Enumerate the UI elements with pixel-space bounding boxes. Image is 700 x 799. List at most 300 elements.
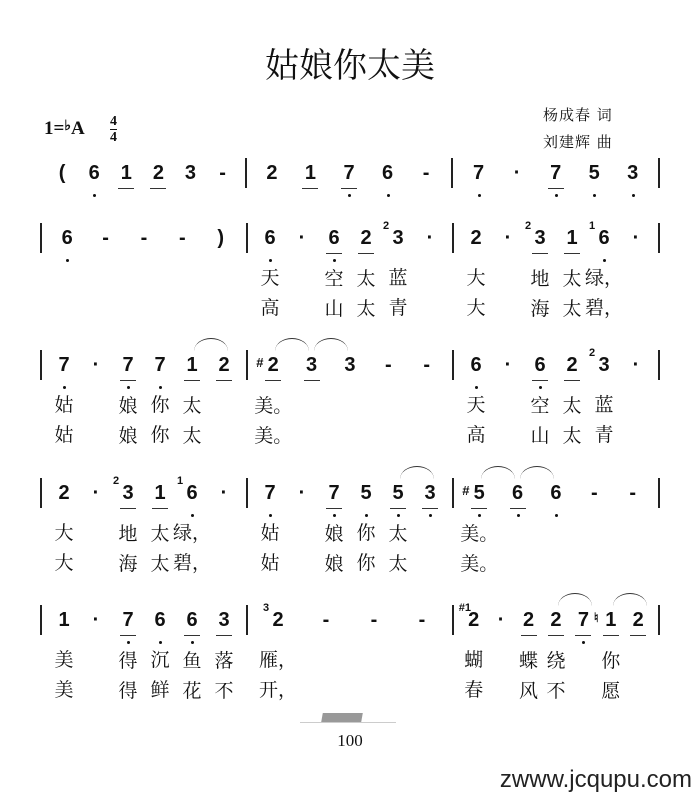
note-value: 2 — [470, 227, 482, 249]
lyric-verse-1: 你 — [356, 522, 376, 544]
note-value: - — [423, 354, 431, 376]
note-column — [458, 602, 487, 706]
grace-note: 1 — [177, 475, 184, 487]
lyric-verse-2: 山 — [324, 298, 344, 320]
note-value: 5 — [360, 482, 372, 504]
measure — [42, 475, 246, 579]
lyric-verse-1: 绿， — [585, 267, 624, 289]
note-value: 3 — [627, 162, 639, 184]
note — [422, 225, 438, 253]
note-value: 7 — [58, 354, 70, 376]
note — [341, 160, 357, 189]
measure — [454, 347, 658, 451]
note-value: 2 — [550, 609, 562, 631]
note — [152, 607, 168, 635]
lower-octave-dot — [159, 386, 162, 389]
note-value: 3 — [598, 354, 610, 376]
lower-octave-dot — [127, 641, 130, 644]
note — [342, 352, 358, 380]
note — [152, 352, 168, 380]
note-column — [623, 225, 649, 324]
note-value: 7 — [122, 609, 134, 631]
lower-octave-dot — [191, 641, 194, 644]
lyric-verse-2: 得 — [118, 680, 138, 702]
lyric-verse-1: 蝴 — [464, 649, 484, 671]
lower-octave-dot — [269, 514, 272, 517]
note-column — [414, 352, 440, 451]
note-value: 3 — [392, 227, 404, 249]
note-column — [593, 607, 624, 706]
lyric-verse-2: 青 — [388, 297, 408, 319]
note-column — [297, 160, 323, 189]
note-column — [353, 480, 379, 579]
grace-note: 2 — [525, 220, 532, 232]
note-value: · — [92, 609, 100, 631]
lyric-verse-1: 太 — [356, 268, 376, 290]
measure — [42, 607, 246, 706]
note-column — [83, 607, 109, 706]
note-column — [620, 160, 646, 189]
note-column — [543, 607, 569, 706]
note-column — [559, 225, 585, 324]
lyric-verse-2: 娘 — [118, 425, 138, 447]
note — [216, 352, 232, 381]
lyric-verse-2: 大 — [54, 552, 74, 574]
note-value: 6 — [328, 227, 340, 249]
note-column — [210, 160, 236, 189]
note — [493, 607, 509, 635]
lyric-verse-2: 青 — [594, 424, 614, 446]
lyric-verse-2: 太 — [356, 298, 376, 320]
staff-system — [40, 347, 660, 451]
note-value: · — [92, 482, 100, 504]
note-value: 3 — [184, 162, 197, 184]
note — [184, 352, 200, 381]
note — [88, 352, 104, 380]
note — [586, 160, 602, 188]
measure — [248, 602, 452, 706]
note — [586, 480, 602, 508]
note-column — [257, 225, 283, 324]
watermark: zwww.jcqupu.com — [499, 766, 692, 793]
note — [216, 607, 232, 636]
grace-note: 2 — [589, 347, 596, 359]
note-column — [321, 480, 347, 579]
lyric-verse-2: 开， — [259, 679, 298, 701]
note-value: - — [418, 609, 426, 631]
note-column — [177, 160, 203, 189]
lyric-verse-2: 太 — [182, 425, 202, 447]
lyric-verse-2: 碧， — [585, 297, 624, 319]
note-column — [625, 607, 651, 706]
note-column — [525, 220, 553, 324]
lower-octave-dot — [478, 514, 481, 517]
time-bottom: 4 — [110, 130, 117, 145]
note-column — [173, 475, 212, 579]
lyric-verse-2: 碧， — [173, 552, 212, 574]
note-column — [466, 160, 492, 189]
grace-note: #1 — [458, 602, 471, 614]
note-value: 6 — [61, 227, 73, 249]
lower-octave-dot — [159, 641, 162, 644]
note-column — [289, 225, 315, 324]
note-column — [211, 607, 237, 706]
time-signature — [110, 114, 117, 145]
note-value: 2 — [632, 609, 644, 631]
note-column — [460, 480, 499, 579]
lyric-verse-1: 绕 — [546, 650, 566, 672]
accidental: # — [256, 355, 264, 370]
note-value: 1 — [120, 162, 132, 184]
flat-sign: ♭ — [64, 119, 71, 134]
lower-octave-dot — [397, 514, 400, 517]
note-column — [49, 160, 75, 189]
measure — [453, 160, 658, 189]
note-column — [254, 352, 293, 451]
lyric-verse-1: 姑 — [54, 394, 74, 416]
staff-system — [40, 602, 660, 706]
lower-octave-dot — [63, 386, 66, 389]
note — [88, 480, 104, 508]
slur-arc — [481, 466, 515, 479]
staff-system — [40, 220, 660, 324]
note-value: - — [102, 227, 109, 249]
lower-octave-dot — [66, 259, 69, 262]
note-value: 2 — [272, 609, 284, 631]
lyric-verse-2: 美。 — [254, 425, 293, 447]
lower-octave-dot — [475, 386, 478, 389]
note-value: 7 — [122, 354, 134, 376]
note-column — [488, 607, 514, 706]
lyric-verse-2: 鲜 — [150, 679, 170, 701]
note-value: 6 — [186, 609, 198, 631]
note — [564, 225, 580, 254]
note-column — [51, 352, 77, 451]
note-value: · — [298, 482, 306, 504]
note — [500, 225, 516, 253]
note-value: 2 — [522, 609, 535, 631]
note — [152, 480, 168, 509]
note-column — [336, 160, 362, 189]
note-value: 1 — [58, 609, 70, 631]
note-column — [299, 352, 325, 451]
note-value: · — [632, 354, 640, 376]
lyric-verse-2: 愿 — [601, 680, 621, 702]
note-column — [145, 160, 171, 189]
measure — [40, 160, 245, 189]
measure — [42, 225, 246, 324]
lyric-verse-2: 姑 — [260, 552, 280, 574]
note-value: - — [591, 482, 598, 504]
note-column — [417, 480, 443, 579]
note-value: 5 — [392, 482, 404, 504]
note-value: 3 — [306, 354, 318, 376]
accidental: ♮ — [593, 610, 599, 625]
lyric-verse-2: 花 — [182, 680, 202, 702]
note-column — [385, 480, 411, 579]
lower-octave-dot — [478, 194, 481, 197]
lower-octave-dot — [191, 514, 194, 517]
note — [216, 480, 232, 508]
note-value: ( — [58, 162, 66, 184]
lyric-verse-1: 鱼 — [182, 650, 202, 672]
note — [548, 160, 564, 189]
note — [625, 160, 641, 188]
note-column — [83, 352, 109, 451]
composer-credit: 刘建辉 曲 — [543, 133, 613, 151]
note-value: 5 — [588, 162, 600, 184]
note-column — [463, 352, 489, 451]
note — [548, 607, 564, 636]
lyric-verse-2: 你 — [150, 424, 170, 446]
note — [521, 607, 537, 636]
staff-system — [40, 475, 660, 579]
note — [174, 225, 190, 253]
note-column — [375, 352, 401, 451]
note-column — [337, 352, 363, 451]
lower-octave-dot — [429, 514, 432, 517]
lyric-verse-2: 高 — [260, 297, 280, 319]
note — [98, 225, 114, 253]
note-value: 7 — [473, 162, 485, 184]
note-column — [543, 160, 569, 189]
note — [419, 352, 435, 380]
note-column — [581, 160, 607, 189]
bar-line-end — [658, 478, 660, 508]
lower-octave-dot — [517, 514, 520, 517]
note-value: 6 — [381, 162, 394, 184]
note — [458, 602, 482, 635]
measure — [248, 352, 452, 451]
lower-octave-dot — [387, 194, 390, 197]
note-column — [211, 480, 237, 579]
note-column — [169, 225, 195, 324]
note — [326, 480, 342, 509]
key-tonic: 1 — [44, 118, 54, 139]
lyric-verse-1: 太 — [150, 523, 170, 545]
note-value: 7 — [264, 482, 276, 504]
note-column — [570, 607, 596, 706]
lyric-verse-1: 美 — [54, 649, 74, 671]
note-value: 6 — [154, 609, 166, 631]
note — [525, 220, 548, 254]
note-value: · — [426, 227, 434, 249]
note — [564, 352, 580, 381]
lyric-verse-2: 春 — [464, 679, 484, 701]
lyric-verse-1: 空 — [324, 268, 344, 290]
lower-octave-dot — [93, 194, 96, 197]
note-column — [259, 160, 285, 189]
note-column — [504, 160, 530, 189]
note-column — [51, 480, 77, 579]
note-column — [257, 480, 283, 579]
note — [548, 480, 564, 508]
note-value: 2 — [152, 162, 164, 184]
measure — [454, 602, 658, 706]
measure — [248, 220, 452, 324]
note-column — [620, 480, 646, 579]
lyric-verse-2: 你 — [356, 552, 376, 574]
note-value: 6 — [598, 227, 610, 249]
note — [462, 480, 487, 509]
note — [88, 607, 104, 635]
note — [318, 607, 334, 635]
note — [380, 352, 396, 380]
note-column — [321, 225, 347, 324]
note — [468, 352, 484, 380]
slur-arc — [520, 466, 554, 479]
note-column — [113, 160, 139, 189]
measure — [454, 220, 658, 324]
note — [509, 160, 525, 188]
lyric-verse-1: 太 — [562, 268, 582, 290]
page-number-decoration — [300, 722, 396, 723]
note-value: - — [179, 227, 186, 249]
grace-note: 2 — [113, 475, 120, 487]
note-value: · — [298, 227, 306, 249]
note — [262, 225, 278, 253]
note-column — [417, 225, 443, 324]
lyric-verse-1: 地 — [530, 268, 550, 290]
slur-arc — [400, 466, 434, 479]
note — [471, 160, 487, 188]
note — [256, 352, 281, 381]
note — [120, 607, 136, 636]
note-column — [589, 347, 617, 451]
note — [262, 480, 278, 508]
bar-line-end — [658, 158, 660, 188]
note — [628, 352, 644, 380]
measure — [42, 352, 246, 451]
note-value: - — [385, 354, 392, 376]
note-column — [211, 352, 237, 451]
lower-octave-dot — [555, 514, 558, 517]
note-value: 1 — [186, 354, 198, 376]
note — [294, 225, 310, 253]
lyric-verse-1: 天 — [260, 267, 280, 289]
note-value: - — [629, 482, 637, 504]
note-value: 7 — [577, 609, 589, 631]
note — [358, 480, 374, 508]
note-column — [147, 480, 173, 579]
note — [326, 225, 342, 254]
note-column — [83, 480, 109, 579]
note — [628, 225, 644, 253]
lyric-verse-2: 不 — [214, 680, 234, 702]
note-value: 6 — [550, 482, 562, 504]
note — [56, 607, 72, 635]
note — [177, 475, 200, 508]
note-column — [543, 480, 569, 579]
note-value: - — [370, 609, 378, 631]
note — [589, 347, 612, 380]
note — [366, 607, 382, 635]
note-column — [413, 160, 439, 189]
note-value: 7 — [550, 162, 562, 184]
note — [532, 352, 548, 381]
lower-octave-dot — [603, 259, 606, 262]
time-top: 4 — [110, 114, 117, 129]
note-value: 3 — [218, 609, 230, 631]
song-title: 姑娘你太美 — [265, 46, 435, 86]
lyric-verse-2: 山 — [530, 425, 550, 447]
lyric-verse-2: 大 — [466, 297, 486, 319]
lyric-verse-1: 太 — [562, 395, 582, 417]
note-column — [375, 160, 401, 189]
lyric-verse-1: 沉 — [150, 649, 170, 671]
note-column — [623, 352, 649, 451]
note — [86, 160, 102, 188]
note — [136, 225, 152, 253]
note — [593, 607, 619, 636]
lyric-verse-2: 太 — [388, 553, 408, 575]
note — [390, 480, 406, 509]
lower-octave-dot — [582, 641, 585, 644]
slur-arc — [613, 593, 647, 606]
note — [215, 160, 231, 188]
note — [383, 220, 406, 253]
note — [304, 352, 320, 381]
lyric-verse-2: 高 — [466, 424, 486, 446]
note-column — [495, 352, 521, 451]
lyric-verse-1: 天 — [466, 394, 486, 416]
lower-octave-dot — [333, 514, 336, 517]
note-column — [131, 225, 157, 324]
note — [264, 160, 280, 188]
lyric-verse-2: 太 — [150, 553, 170, 575]
note-column — [81, 160, 107, 189]
note — [500, 352, 516, 380]
note-column — [147, 352, 173, 451]
note-column — [527, 352, 553, 451]
note-column — [179, 607, 205, 706]
note-column — [93, 225, 119, 324]
note-column — [505, 480, 531, 579]
note-value: 1 — [304, 162, 317, 184]
note-value: 7 — [343, 162, 355, 184]
note — [575, 607, 591, 636]
lyric-verse-1: 你 — [601, 650, 621, 672]
note-value: - — [422, 162, 430, 184]
note-value: 3 — [424, 482, 436, 504]
accidental: # — [462, 483, 470, 498]
lyric-verse-1: 绿， — [173, 522, 212, 544]
note — [59, 225, 75, 253]
note-column — [495, 225, 521, 324]
note-value: 6 — [534, 354, 546, 376]
note-value: 6 — [264, 227, 276, 249]
lyric-verse-2: 太 — [562, 298, 582, 320]
note — [302, 160, 318, 189]
note-value: 2 — [58, 482, 70, 504]
note-column — [559, 352, 585, 451]
note — [113, 475, 136, 509]
key-signature: 1=♭A — [44, 118, 85, 139]
note-column — [259, 602, 298, 706]
note — [56, 480, 72, 508]
note-value: · — [632, 227, 640, 249]
note-value: 6 — [186, 482, 198, 504]
lyric-verse-1: 蓝 — [594, 394, 614, 416]
note-value: - — [322, 609, 330, 631]
lyric-verse-1: 蝶 — [519, 650, 539, 672]
note-value: 1 — [154, 482, 166, 504]
lyric-verse-2: 美。 — [460, 553, 499, 575]
lyric-verse-1: 你 — [150, 394, 170, 416]
note-column — [409, 607, 435, 706]
note-column — [115, 607, 141, 706]
note-column — [147, 607, 173, 706]
